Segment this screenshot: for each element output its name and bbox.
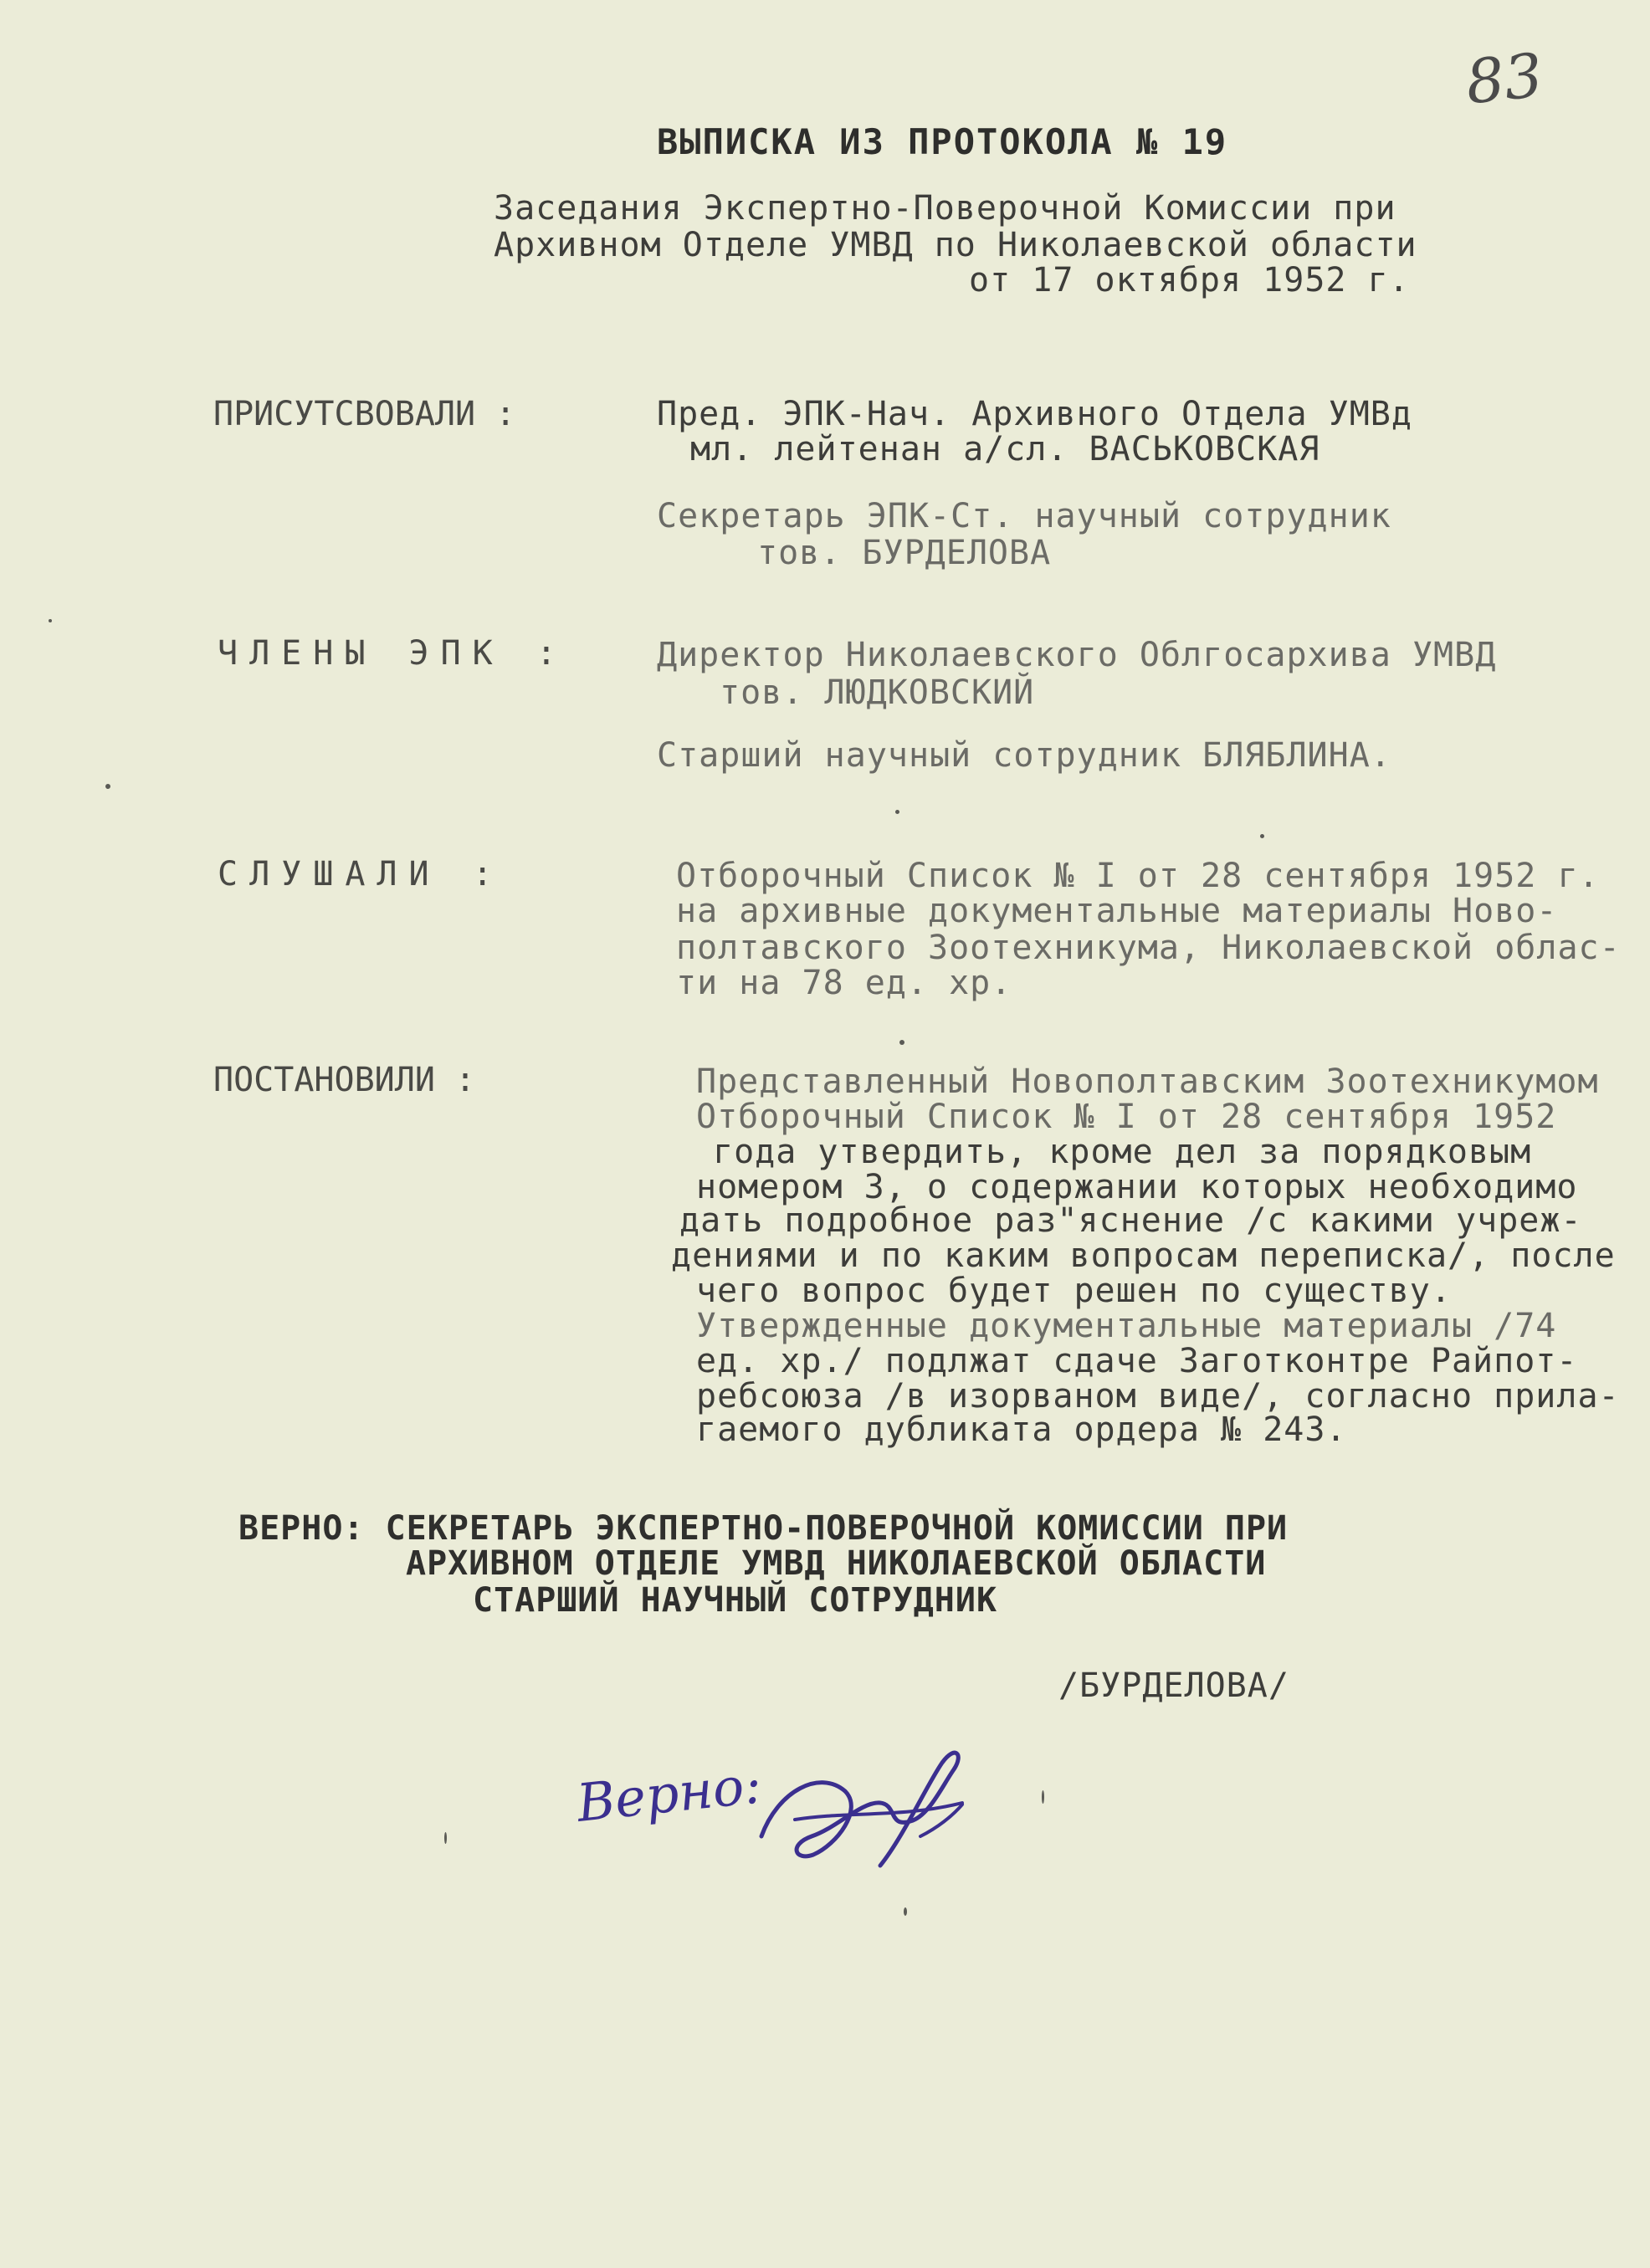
- paper-speck: [105, 784, 110, 789]
- resolved-line-10: ребсоюза /в изорваном виде/, согласно прила-: [696, 1377, 1620, 1416]
- resolved-line-7: чего вопрос будет решен по существу.: [696, 1272, 1452, 1310]
- members-label: ЧЛЕНЫ ЭПК :: [218, 634, 568, 673]
- signatory-name: /БУРДЕЛОВА/: [1058, 1666, 1289, 1705]
- member2-line: Старший научный сотрудник БЛЯБЛИНА.: [657, 736, 1391, 775]
- heard-line-1: Отборочный Список № I от 28 сентября 1952 г.: [676, 857, 1600, 895]
- resolved-label: ПОСТАНОВИЛИ :: [213, 1061, 476, 1099]
- heard-line-3: полтавского Зоотехникума, Николаевской облас-: [676, 929, 1621, 967]
- resolved-line-3: года утвердить, кроме дел за порядковым: [713, 1133, 1532, 1171]
- certification-line-3: СТАРШИЙ НАУЧНЫЙ СОТРУДНИК: [473, 1581, 998, 1620]
- member1-line-2: тов. ЛЮДКОВСКИЙ: [720, 673, 1035, 712]
- secretary-line-2: тов. БУРДЕЛОВА: [757, 534, 1052, 572]
- heard-label: СЛУШАЛИ :: [218, 855, 505, 893]
- paper-speck: [444, 1832, 447, 1844]
- resolved-line-6: дениями и по каким вопросам переписка/, после: [671, 1236, 1616, 1275]
- handwritten-note: Верно:: [573, 1753, 765, 1834]
- heard-line-2: на архивные документальные материалы Ново-: [676, 892, 1558, 930]
- resolved-line-1: Представленный Новополтавским Зоотехникумом: [696, 1062, 1599, 1101]
- paper-speck: [49, 619, 52, 622]
- certification-line-2: АРХИВНОМ ОТДЕЛЕ УМВД НИКОЛАЕВСКОЙ ОБЛАСТИ: [406, 1544, 1267, 1583]
- subtitle-line-3: от 17 октября 1952 г.: [969, 261, 1410, 299]
- secretary-line-1: Секретарь ЭПК-Ст. научный сотрудник: [657, 497, 1391, 535]
- resolved-line-4: номером 3, о содержании которых необходимо: [696, 1168, 1578, 1206]
- resolved-line-2: Отборочный Список № I от 28 сентября 1952: [696, 1098, 1557, 1136]
- paper-speck: [899, 1040, 904, 1045]
- certification-line-1: ВЕРНО: СЕКРЕТАРЬ ЭКСПЕРТНО-ПОВЕРОЧНОЙ КОМИССИИ ПРИ: [238, 1509, 1289, 1548]
- folio-number: 83: [1462, 39, 1546, 118]
- document-title: ВЫПИСКА ИЗ ПРОТОКОЛА № 19: [657, 121, 1228, 162]
- chairman-line-1: Пред. ЭПК-Нач. Архивного Отдела УМВд: [657, 395, 1412, 433]
- paper-speck: [1042, 1790, 1044, 1804]
- resolved-line-11: гаемого дубликата ордера № 243.: [696, 1410, 1347, 1449]
- resolved-line-5: дать подробное раз"яснение /с какими учреж-: [679, 1201, 1582, 1240]
- present-label: ПРИСУТСВОВАЛИ :: [213, 395, 516, 433]
- heard-line-4: ти на 78 ед. хр.: [676, 964, 1012, 1002]
- handwritten-signature: [569, 1711, 1004, 1878]
- paper-speck: [904, 1907, 907, 1916]
- subtitle-line-1: Заседания Экспертно-Поверочной Комиссии при: [494, 189, 1396, 228]
- subtitle-line-2: Архивном Отделе УМВД по Николаевской области: [494, 226, 1417, 264]
- member1-line-1: Директор Николаевского Облгосархива УМВД: [657, 636, 1497, 674]
- paper-speck: [1260, 834, 1264, 838]
- resolved-line-8: Утвержденные документальные материалы /74: [696, 1307, 1557, 1345]
- paper-speck: [895, 810, 899, 814]
- resolved-line-9: ед. хр./ подлжат сдаче Заготконтре Райпот-: [696, 1342, 1578, 1380]
- chairman-line-2: мл. лейтенан а/сл. ВАСЬКОВСКАЯ: [690, 430, 1320, 468]
